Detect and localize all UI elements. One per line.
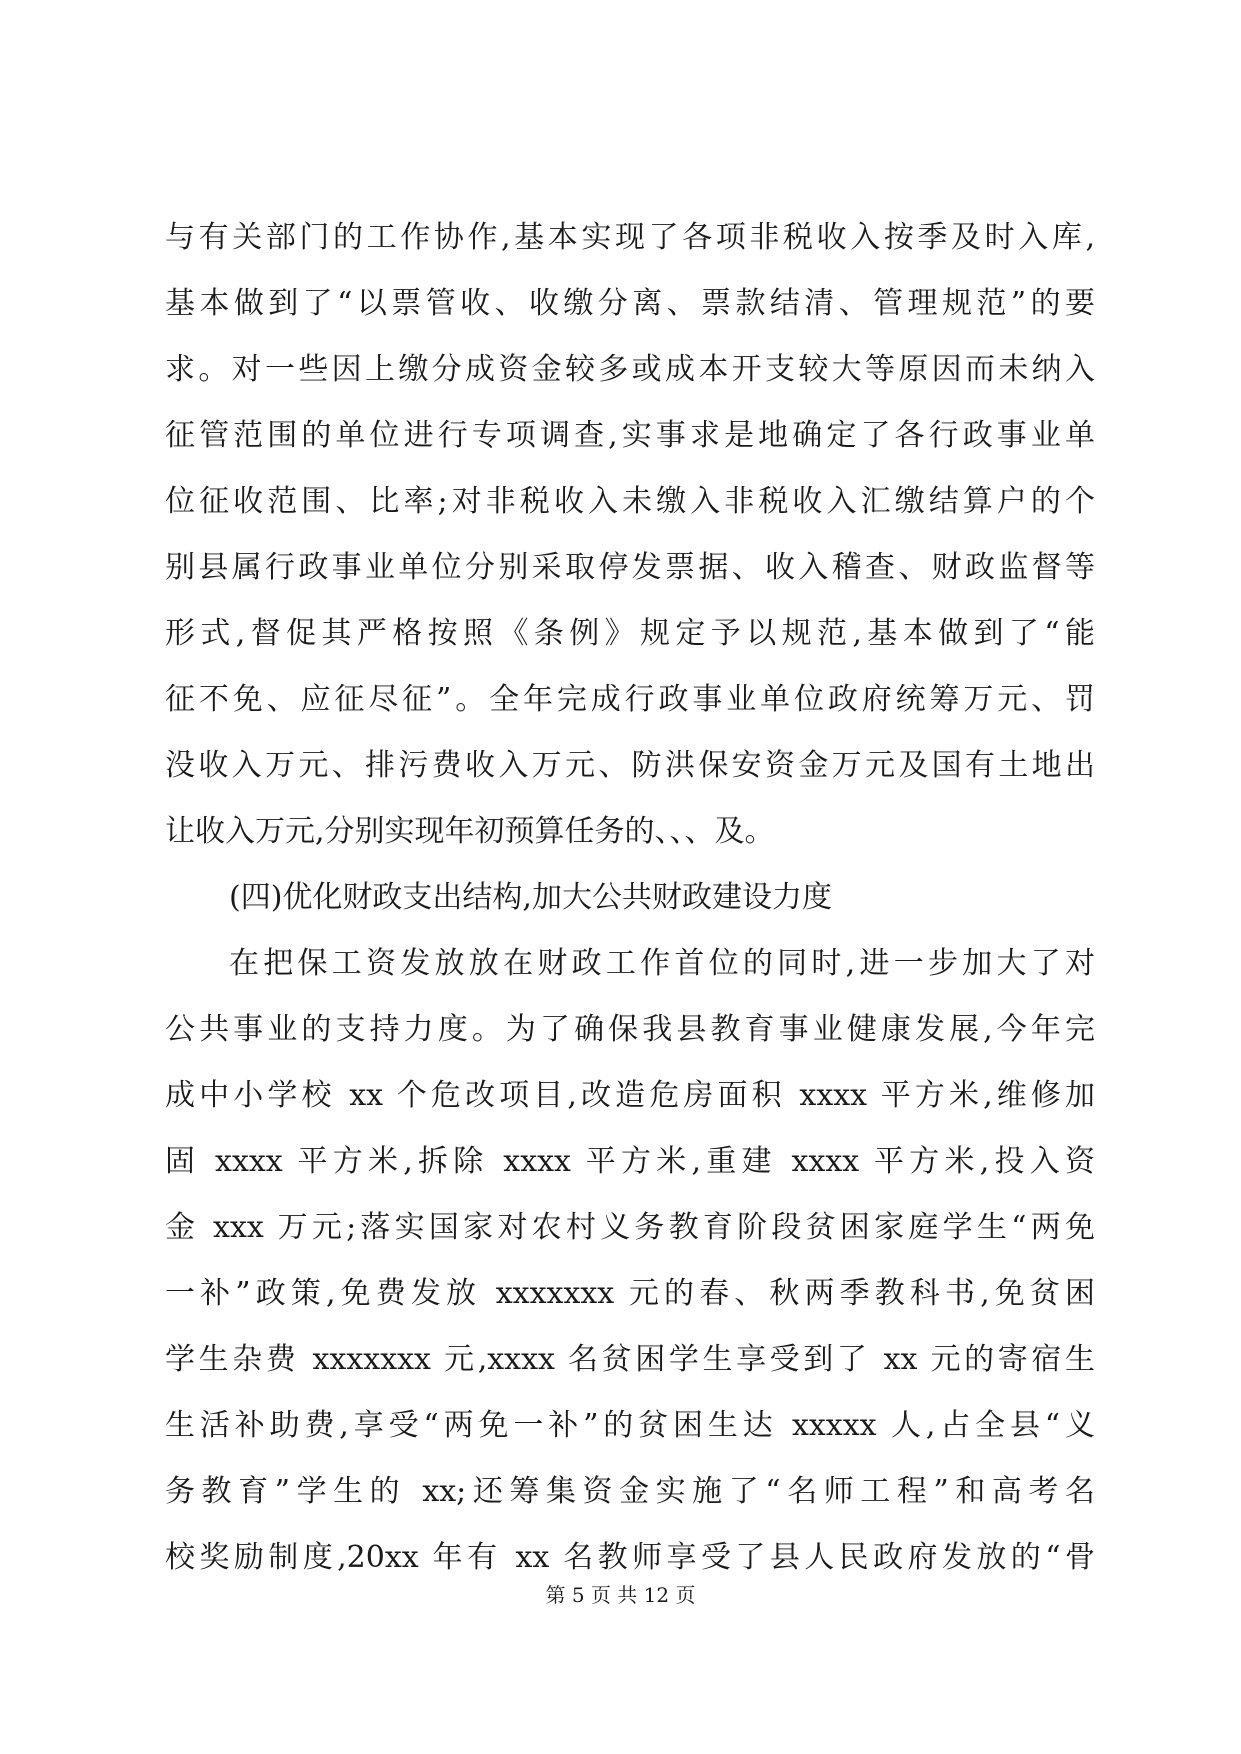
text-line: 别县属行政事业单位分别采取停发票据、收入稽查、财政监督等 [165, 550, 1095, 585]
section-heading: (四)优化财政支出结构,加大公共财政建设力度 [229, 880, 832, 915]
text-line: 在把保工资发放放在财政工作首位的同时,进一步加大了对 [229, 946, 1095, 981]
text-line: 征不免、应征尽征”。全年完成行政事业单位政府统筹万元、罚 [165, 682, 1095, 717]
text-line: 征管范围的单位进行专项调查,实事求是地确定了各行政事业单 [165, 418, 1095, 453]
text-line: 位征收范围、比率;对非税收入未缴入非税收入汇缴结算户的个 [165, 484, 1095, 519]
text-line: 生活补助费,享受“两免一补”的贫困生达 xxxxx 人,占全县“义 [165, 1408, 1095, 1443]
text-line: 基本做到了“以票管收、收缴分离、票款结清、管理规范”的要 [165, 286, 1095, 321]
text-line: 求。对一些因上缴分成资金较多或成本开支较大等原因而未纳入 [165, 352, 1095, 387]
text-line: 没收入万元、排污费收入万元、防洪保安资金万元及国有土地出 [165, 748, 1095, 783]
text-line: 让收入万元,分别实现年初预算任务的、、、及。 [165, 814, 775, 849]
text-line: 一补”政策,免费发放 xxxxxxx 元的春、秋两季教科书,免贫困 [165, 1276, 1095, 1311]
page-number: 第 5 页 共 12 页 [545, 1583, 696, 1607]
text-line: 学生杂费 xxxxxxx 元,xxxx 名贫困学生享受到了 xx 元的寄宿生 [165, 1342, 1095, 1377]
text-line: 成中小学校 xx 个危改项目,改造危房面积 xxxx 平方米,维修加 [165, 1078, 1095, 1113]
text-line: 固 xxxx 平方米,拆除 xxxx 平方米,重建 xxxx 平方米,投入资 [165, 1144, 1095, 1179]
text-line: 与有关部门的工作协作,基本实现了各项非税收入按季及时入库, [165, 220, 1095, 255]
text-line: 金 xxx 万元;落实国家对农村义务教育阶段贫困家庭学生“两免 [165, 1210, 1095, 1245]
text-line: 公共事业的支持力度。为了确保我县教育事业健康发展,今年完 [165, 1012, 1095, 1047]
text-line: 校奖励制度,20xx 年有 xx 名教师享受了县人民政府发放的“骨 [165, 1540, 1095, 1575]
document-body [165, 205, 1095, 1591]
text-line: 形式,督促其严格按照《条例》规定予以规范,基本做到了“能 [165, 616, 1095, 651]
text-line: 务教育”学生的 xx;还筹集资金实施了“名师工程”和高考名 [165, 1474, 1095, 1509]
